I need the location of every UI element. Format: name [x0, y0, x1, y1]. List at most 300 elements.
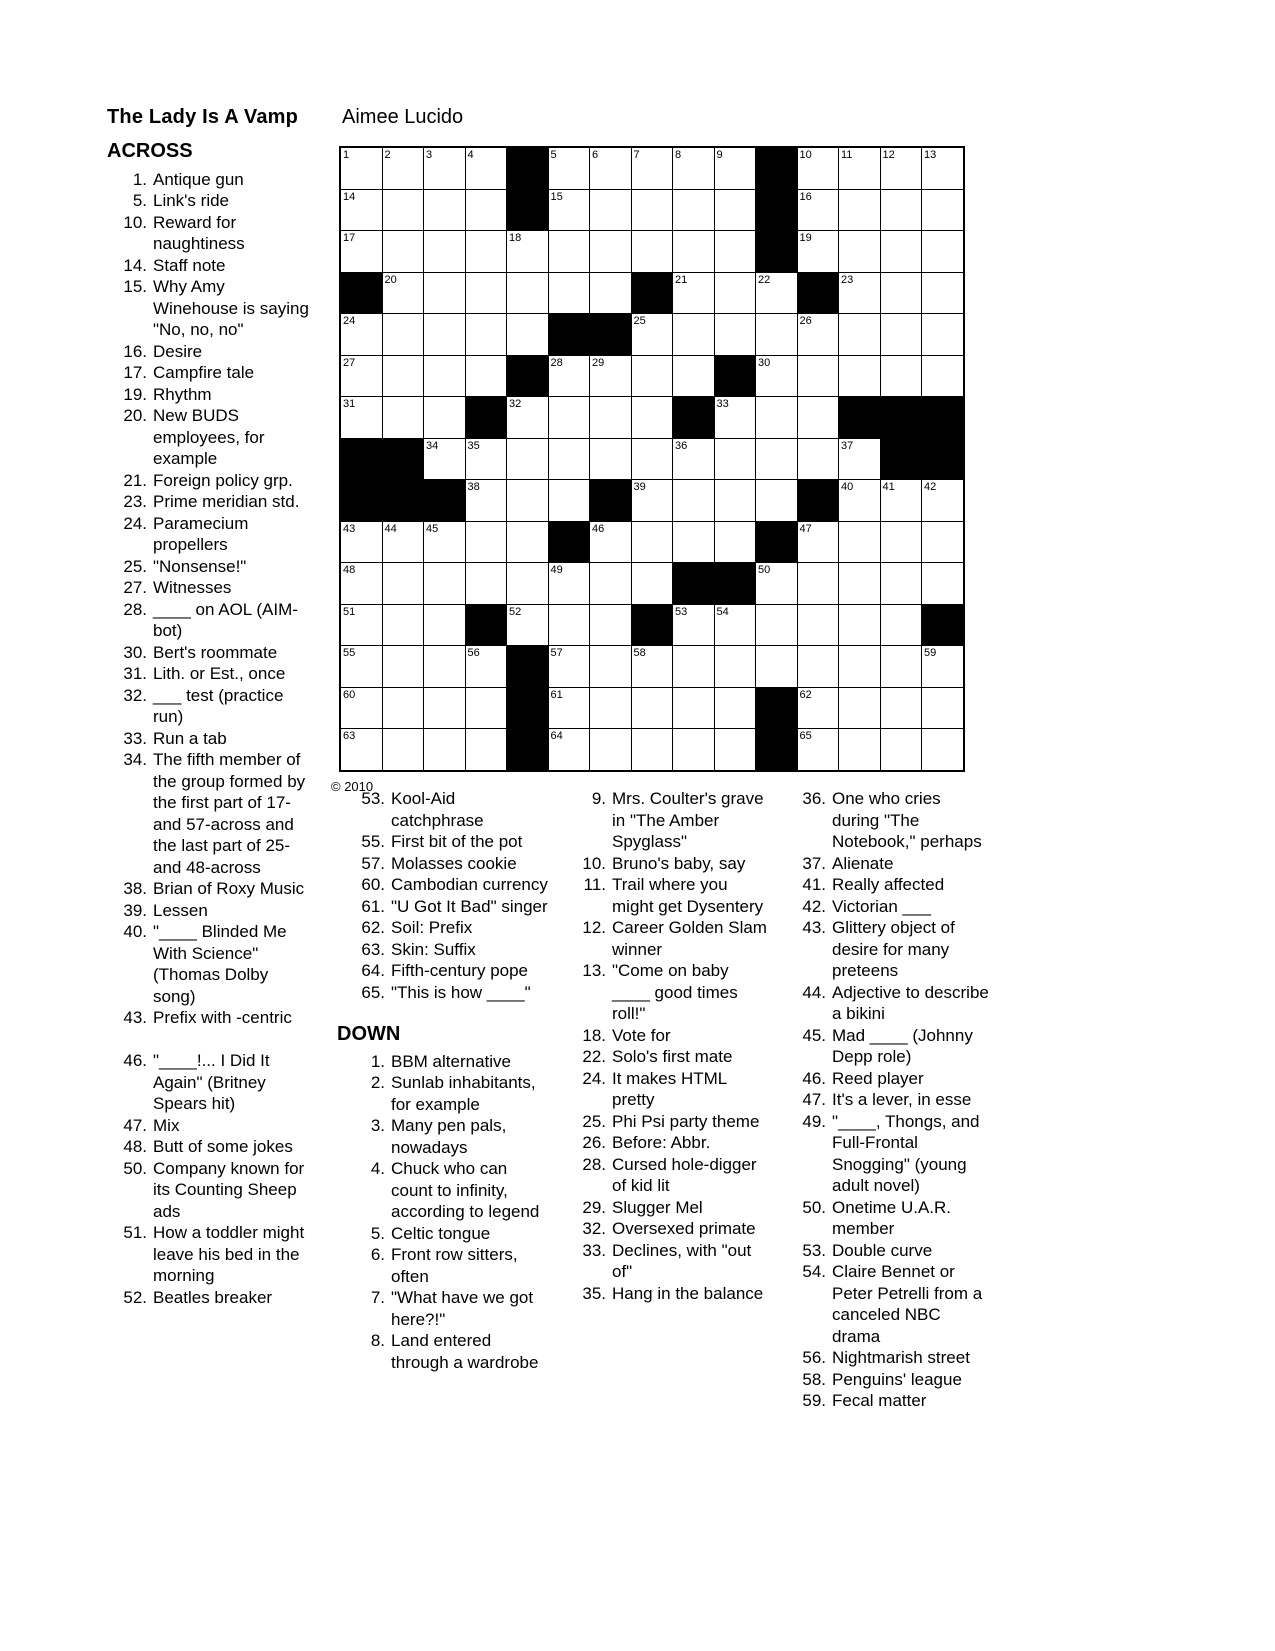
- grid-cell[interactable]: [673, 729, 714, 770]
- cell-number: 7: [633, 149, 640, 161]
- grid-cell[interactable]: [798, 148, 839, 189]
- grid-cell[interactable]: [715, 688, 756, 729]
- across-clue-21: [107, 470, 319, 492]
- grid-cell[interactable]: [839, 273, 880, 314]
- grid-cell[interactable]: [673, 190, 714, 231]
- grid-cell[interactable]: [424, 522, 465, 563]
- cell-number: 15: [550, 190, 563, 203]
- grid-cell[interactable]: [424, 356, 465, 397]
- grid-cell[interactable]: [424, 397, 465, 438]
- clue-number: 46.: [123, 1051, 147, 1070]
- grid-cell-black: [756, 148, 797, 189]
- grid-cell[interactable]: [756, 605, 797, 646]
- grid-cell[interactable]: [922, 190, 963, 231]
- grid-cell[interactable]: [756, 480, 797, 521]
- clue-number: 18.: [582, 1025, 606, 1045]
- grid-cell-black: [922, 397, 963, 438]
- grid-cell[interactable]: [341, 729, 382, 770]
- grid-cell[interactable]: [839, 314, 880, 355]
- grid-cell[interactable]: [715, 439, 756, 480]
- grid-cell[interactable]: [590, 190, 631, 231]
- grid-cell[interactable]: [715, 480, 756, 521]
- cell-number: 57: [550, 647, 563, 659]
- grid-cell[interactable]: [549, 273, 590, 314]
- grid-cell[interactable]: [756, 439, 797, 480]
- grid-cell[interactable]: [756, 273, 797, 314]
- grid-cell[interactable]: [922, 231, 963, 272]
- clue-number: 48.: [123, 1137, 147, 1156]
- grid-cell[interactable]: [383, 397, 424, 438]
- clue-text: New BUDS employees, for example: [153, 406, 265, 468]
- grid-cell[interactable]: [756, 314, 797, 355]
- grid-cell-black: [715, 563, 756, 604]
- grid-cell[interactable]: [715, 148, 756, 189]
- clue-number: 53.: [361, 789, 385, 808]
- grid-cell[interactable]: [590, 522, 631, 563]
- grid-cell[interactable]: [466, 439, 507, 480]
- grid-cell[interactable]: [632, 190, 673, 231]
- grid-cell[interactable]: [466, 231, 507, 272]
- clue-text: Kool-Aid catchphrase: [391, 789, 484, 830]
- grid-cell[interactable]: [881, 646, 922, 687]
- grid-cell-black: [507, 729, 548, 770]
- across-clue-53: [337, 788, 551, 831]
- clue-text: Bruno's baby, say: [612, 853, 746, 873]
- across-clue-30: [107, 642, 319, 664]
- clue-text: Glittery object of desire for many preteens: [832, 918, 955, 980]
- across-clue-60: [337, 874, 551, 896]
- grid-cell[interactable]: [839, 439, 880, 480]
- grid-cell-black: [798, 480, 839, 521]
- grid-cell[interactable]: [715, 729, 756, 770]
- grid-cell[interactable]: [715, 190, 756, 231]
- grid-cell[interactable]: [632, 729, 673, 770]
- grid-cell[interactable]: [673, 273, 714, 314]
- grid-cell[interactable]: [549, 439, 590, 480]
- down-clue-list-3: [778, 788, 998, 1412]
- grid-cell[interactable]: [466, 522, 507, 563]
- clue-number: 22.: [582, 1047, 606, 1066]
- across-clue-24: [107, 513, 319, 556]
- clue-number: 5.: [132, 191, 147, 210]
- grid-cell[interactable]: [839, 688, 880, 729]
- clue-text: Soil: Prefix: [391, 918, 473, 937]
- clue-text: Trail where you might get Dysentery: [612, 875, 764, 916]
- grid-cell[interactable]: [549, 563, 590, 604]
- cell-number: 59: [924, 647, 937, 659]
- cell-number: 53: [675, 605, 688, 618]
- grid-cell[interactable]: [383, 356, 424, 397]
- cell-number: 10: [799, 149, 812, 161]
- grid-cell[interactable]: [839, 729, 880, 770]
- clue-text: Hang in the balance: [612, 1283, 764, 1303]
- clue-number: 16.: [123, 341, 147, 361]
- down-clue-54: [778, 1261, 998, 1347]
- grid-cell[interactable]: [341, 646, 382, 687]
- grid-cell[interactable]: [507, 605, 548, 646]
- grid-cell[interactable]: [507, 273, 548, 314]
- grid-cell[interactable]: [881, 356, 922, 397]
- grid-cell[interactable]: [632, 522, 673, 563]
- clue-number: 1.: [370, 1051, 385, 1071]
- grid-cell[interactable]: [673, 148, 714, 189]
- grid-cell[interactable]: [798, 688, 839, 729]
- grid-cell[interactable]: [798, 356, 839, 397]
- grid-cell[interactable]: [922, 148, 963, 189]
- grid-cell[interactable]: [798, 439, 839, 480]
- grid-cell-black: [507, 688, 548, 729]
- grid-cell[interactable]: [632, 397, 673, 438]
- cell-number: 12: [882, 149, 895, 161]
- across-clue-51: [107, 1222, 319, 1287]
- grid-cell[interactable]: [756, 356, 797, 397]
- grid-cell[interactable]: [673, 480, 714, 521]
- clue-text: Skin: Suffix: [391, 939, 476, 959]
- down-header: DOWN: [337, 1023, 401, 1045]
- clue-text: "____!... I Did It Again" (Britney Spears hit): [153, 1051, 270, 1113]
- clue-number: 12.: [582, 918, 606, 937]
- clue-number: 65.: [361, 982, 385, 1002]
- grid-cell[interactable]: [632, 646, 673, 687]
- grid-cell[interactable]: [590, 729, 631, 770]
- grid-cell[interactable]: [466, 646, 507, 687]
- grid-cell[interactable]: [549, 646, 590, 687]
- grid-cell[interactable]: [590, 439, 631, 480]
- clue-number: 50.: [123, 1158, 147, 1178]
- grid-cell[interactable]: [507, 439, 548, 480]
- grid-cell[interactable]: [383, 563, 424, 604]
- down-clue-28: [558, 1154, 770, 1197]
- cell-number: 30: [758, 356, 771, 369]
- copyright-notice: © 2010: [331, 779, 374, 794]
- grid-cell[interactable]: [881, 273, 922, 314]
- grid-cell[interactable]: [466, 190, 507, 231]
- grid-cell[interactable]: [881, 688, 922, 729]
- clue-text: Mix: [153, 1115, 180, 1135]
- grid-cell[interactable]: [839, 522, 880, 563]
- grid-cell[interactable]: [673, 605, 714, 646]
- grid-cell[interactable]: [466, 273, 507, 314]
- cell-number: 62: [799, 688, 812, 701]
- across-clue-column: [107, 141, 319, 1308]
- grid-cell[interactable]: [632, 148, 673, 189]
- grid-cell[interactable]: [383, 646, 424, 687]
- grid-cell[interactable]: [756, 563, 797, 604]
- grid-cell[interactable]: [715, 314, 756, 355]
- grid-cell[interactable]: [632, 563, 673, 604]
- grid-cell-black: [549, 314, 590, 355]
- grid-cell[interactable]: [383, 314, 424, 355]
- clue-number: 13.: [582, 961, 606, 980]
- cell-number: 45: [426, 522, 439, 535]
- cell-number: 28: [550, 356, 563, 369]
- cell-number: 46: [592, 522, 605, 535]
- grid-cell[interactable]: [922, 729, 963, 770]
- grid-cell[interactable]: [341, 522, 382, 563]
- clue-text: "____ Blinded Me With Science" (Thomas Dolby song): [153, 922, 287, 1006]
- grid-cell[interactable]: [424, 729, 465, 770]
- cell-number: 20: [384, 273, 397, 286]
- grid-cell[interactable]: [549, 148, 590, 189]
- grid-cell[interactable]: [424, 314, 465, 355]
- across-header: ACROSS: [107, 140, 193, 162]
- grid-cell[interactable]: [715, 231, 756, 272]
- grid-cell[interactable]: [756, 646, 797, 687]
- clue-number: 56.: [802, 1348, 826, 1367]
- grid-cell-black: [507, 148, 548, 189]
- grid-cell[interactable]: [715, 397, 756, 438]
- grid-cell[interactable]: [549, 190, 590, 231]
- grid-cell[interactable]: [922, 646, 963, 687]
- grid-cell[interactable]: [881, 231, 922, 272]
- grid-cell[interactable]: [881, 314, 922, 355]
- grid-cell[interactable]: [466, 729, 507, 770]
- grid-cell[interactable]: [549, 688, 590, 729]
- grid-cell[interactable]: [715, 522, 756, 563]
- grid-cell[interactable]: [424, 273, 465, 314]
- grid-cell[interactable]: [922, 314, 963, 355]
- grid-cell[interactable]: [798, 646, 839, 687]
- grid-cell[interactable]: [881, 190, 922, 231]
- clue-text: Penguins' league: [832, 1369, 962, 1389]
- clue-number: 51.: [123, 1223, 147, 1242]
- clue-text: Company known for its Counting Sheep ads: [153, 1158, 305, 1221]
- grid-cell[interactable]: [839, 480, 880, 521]
- cell-number: 27: [343, 356, 356, 369]
- clue-text: Cambodian currency: [391, 875, 548, 894]
- grid-cell[interactable]: [424, 688, 465, 729]
- grid-cell[interactable]: [922, 273, 963, 314]
- grid-cell[interactable]: [881, 729, 922, 770]
- grid-cell[interactable]: [839, 356, 880, 397]
- cell-number: 26: [799, 315, 812, 327]
- grid-cell[interactable]: [798, 397, 839, 438]
- grid-cell[interactable]: [839, 148, 880, 189]
- grid-cell[interactable]: [839, 190, 880, 231]
- cell-number: 64: [550, 730, 563, 742]
- grid-cell[interactable]: [341, 190, 382, 231]
- clue-text: Front row sitters, often: [391, 1245, 518, 1286]
- down-clue-22: [558, 1046, 770, 1068]
- grid-cell[interactable]: [922, 522, 963, 563]
- grid-cell[interactable]: [383, 605, 424, 646]
- grid-cell[interactable]: [839, 605, 880, 646]
- grid-cell[interactable]: [383, 729, 424, 770]
- clue-number: 24.: [123, 513, 147, 533]
- grid-cell[interactable]: [922, 563, 963, 604]
- grid-cell[interactable]: [798, 314, 839, 355]
- grid-cell[interactable]: [424, 563, 465, 604]
- clue-number: 54.: [802, 1262, 826, 1281]
- clue-column-3: [558, 788, 770, 1304]
- grid-cell[interactable]: [922, 480, 963, 521]
- grid-cell[interactable]: [507, 397, 548, 438]
- grid-cell[interactable]: [673, 522, 714, 563]
- clue-text: One who cries during "The Notebook," perhaps: [832, 789, 982, 851]
- grid-cell[interactable]: [341, 148, 382, 189]
- grid-cell[interactable]: [507, 522, 548, 563]
- grid-cell[interactable]: [798, 522, 839, 563]
- grid-cell[interactable]: [424, 190, 465, 231]
- clue-number: 19.: [123, 384, 147, 404]
- cell-number: 37: [841, 439, 854, 452]
- grid-cell[interactable]: [673, 646, 714, 687]
- grid-cell[interactable]: [424, 439, 465, 480]
- grid-cell[interactable]: [466, 314, 507, 355]
- grid-cell[interactable]: [383, 273, 424, 314]
- clue-text: ____ on AOL (AIM-bot): [153, 599, 298, 640]
- grid-cell[interactable]: [341, 688, 382, 729]
- grid-cell[interactable]: [922, 688, 963, 729]
- grid-cell[interactable]: [341, 356, 382, 397]
- grid-cell[interactable]: [673, 688, 714, 729]
- grid-cell[interactable]: [673, 231, 714, 272]
- grid-cell[interactable]: [590, 231, 631, 272]
- grid-cell[interactable]: [590, 605, 631, 646]
- grid-cell[interactable]: [383, 231, 424, 272]
- grid-cell[interactable]: [507, 480, 548, 521]
- puzzle-author: Aimee Lucido: [342, 106, 464, 128]
- grid-cell-black: [922, 439, 963, 480]
- grid-cell[interactable]: [383, 190, 424, 231]
- grid-cell[interactable]: [590, 273, 631, 314]
- grid-cell[interactable]: [341, 605, 382, 646]
- grid-cell[interactable]: [424, 605, 465, 646]
- grid-cell[interactable]: [549, 231, 590, 272]
- cell-number: 16: [799, 190, 812, 203]
- clue-text: It makes HTML pretty: [612, 1068, 727, 1109]
- grid-cell[interactable]: [341, 314, 382, 355]
- grid-cell-black: [756, 729, 797, 770]
- cell-number: 63: [343, 730, 356, 742]
- grid-cell[interactable]: [632, 314, 673, 355]
- clue-text: Many pen pals, nowadays: [391, 1116, 507, 1157]
- grid-cell[interactable]: [798, 605, 839, 646]
- down-clue-4: [337, 1158, 551, 1223]
- across-clue-62: [337, 917, 551, 939]
- down-clue-12: [558, 917, 770, 960]
- down-clue-43: [778, 917, 998, 982]
- cell-number: 21: [675, 273, 688, 286]
- grid-cell[interactable]: [590, 688, 631, 729]
- grid-cell[interactable]: [549, 605, 590, 646]
- grid-cell[interactable]: [881, 522, 922, 563]
- grid-cell[interactable]: [673, 314, 714, 355]
- clue-number: 10.: [123, 212, 147, 232]
- grid-cell[interactable]: [590, 356, 631, 397]
- clue-text: Paramecium propellers: [153, 513, 249, 554]
- grid-cell[interactable]: [424, 646, 465, 687]
- grid-cell[interactable]: [839, 231, 880, 272]
- grid-cell[interactable]: [466, 148, 507, 189]
- grid-cell[interactable]: [507, 231, 548, 272]
- cell-number: 36: [675, 439, 688, 452]
- grid-cell[interactable]: [632, 356, 673, 397]
- grid-cell[interactable]: [839, 646, 880, 687]
- grid-cell[interactable]: [383, 688, 424, 729]
- clue-text: Vote for: [612, 1025, 671, 1045]
- grid-cell[interactable]: [715, 605, 756, 646]
- grid-cell[interactable]: [715, 273, 756, 314]
- down-clue-50: [778, 1197, 998, 1240]
- grid-cell[interactable]: [466, 688, 507, 729]
- grid-cell[interactable]: [466, 563, 507, 604]
- grid-cell[interactable]: [798, 563, 839, 604]
- cell-number: 40: [841, 481, 854, 493]
- grid-cell[interactable]: [632, 439, 673, 480]
- grid-cell[interactable]: [549, 397, 590, 438]
- grid-cell[interactable]: [715, 646, 756, 687]
- grid-cell[interactable]: [341, 231, 382, 272]
- grid-cell[interactable]: [673, 356, 714, 397]
- grid-cell-black: [507, 646, 548, 687]
- grid-cell-black: [756, 190, 797, 231]
- across-clue-1: [107, 169, 319, 191]
- grid-cell[interactable]: [466, 480, 507, 521]
- grid-cell[interactable]: [424, 148, 465, 189]
- clue-text: It's a lever, in esse: [832, 1090, 972, 1109]
- grid-cell[interactable]: [424, 231, 465, 272]
- clue-number: 29.: [582, 1197, 606, 1217]
- grid-cell[interactable]: [798, 231, 839, 272]
- cell-number: 24: [343, 315, 356, 327]
- grid-cell[interactable]: [383, 522, 424, 563]
- grid-cell[interactable]: [590, 397, 631, 438]
- grid-cell[interactable]: [590, 148, 631, 189]
- clue-number: 60.: [361, 875, 385, 894]
- grid-cell[interactable]: [590, 563, 631, 604]
- clue-number: 2.: [370, 1073, 385, 1092]
- clue-number: 31.: [123, 664, 147, 683]
- grid-cell[interactable]: [632, 480, 673, 521]
- grid-cell[interactable]: [507, 314, 548, 355]
- clue-text: Why Amy Winehouse is saying "No, no, no": [153, 277, 309, 339]
- grid-cell[interactable]: [549, 356, 590, 397]
- grid-cell[interactable]: [922, 356, 963, 397]
- grid-cell[interactable]: [881, 605, 922, 646]
- grid-cell[interactable]: [549, 480, 590, 521]
- clue-text: Solo's first mate: [612, 1047, 733, 1066]
- grid-cell[interactable]: [341, 397, 382, 438]
- grid-cell[interactable]: [632, 688, 673, 729]
- grid-cell[interactable]: [881, 563, 922, 604]
- cell-number: 17: [343, 232, 356, 244]
- grid-cell[interactable]: [881, 148, 922, 189]
- grid-cell[interactable]: [341, 563, 382, 604]
- grid-cell[interactable]: [507, 563, 548, 604]
- down-clue-35: [558, 1283, 770, 1305]
- grid-cell[interactable]: [756, 397, 797, 438]
- grid-cell[interactable]: [881, 480, 922, 521]
- grid-cell-black: [632, 605, 673, 646]
- grid-cell[interactable]: [466, 356, 507, 397]
- cell-number: 32: [509, 398, 522, 410]
- clue-number: 32.: [123, 685, 147, 705]
- grid-cell[interactable]: [673, 439, 714, 480]
- clue-text: BBM alternative: [391, 1051, 511, 1071]
- grid-cell[interactable]: [632, 231, 673, 272]
- cell-number: 18: [509, 232, 522, 244]
- clue-text: Lith. or Est., once: [153, 664, 286, 683]
- clue-text: Really affected: [832, 875, 945, 894]
- grid-cell[interactable]: [798, 190, 839, 231]
- grid-cell[interactable]: [839, 563, 880, 604]
- grid-cell[interactable]: [590, 646, 631, 687]
- grid-cell-black: [756, 522, 797, 563]
- grid-cell[interactable]: [549, 729, 590, 770]
- grid-cell[interactable]: [383, 148, 424, 189]
- grid-cell[interactable]: [798, 729, 839, 770]
